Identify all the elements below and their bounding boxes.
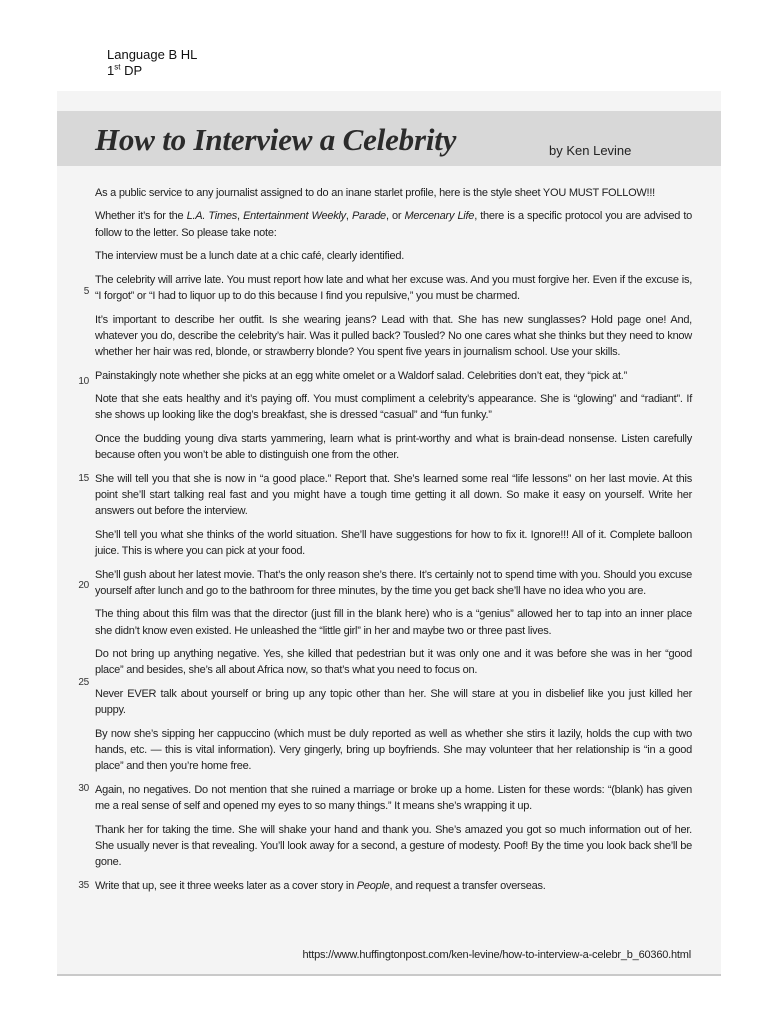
level-rest: DP <box>120 63 143 78</box>
p18-part-b: , and request a transfer overseas. <box>389 879 546 892</box>
paragraph-7: Note that she eats healthy and it’s paying off. You must compliment a celebrity’s appearance. She is “glowing” and “radiant”. If she shows up looking like the dog’s breakfast, she is dressed “casual” and “fun funky.” <box>95 393 692 422</box>
line-number-10: 10 <box>78 376 89 387</box>
line-number-25: 25 <box>78 677 89 688</box>
article-title: How to Interview a Celebrity <box>95 122 457 157</box>
paragraph-4: The celebrity will arrive late. You must report how late and what her excuse was. And you must forgive her. Even if the excuse is, “I forgot” or “I had to liquor up to do this because I find you repulsive,” you must be charmed. <box>95 273 692 303</box>
p2-part-a: Whether it’s for the <box>95 210 187 223</box>
article-body <box>78 185 692 901</box>
paragraph-3: The interview must be a lunch date at a chic café, clearly identified. <box>95 250 405 263</box>
level-number: 1 <box>107 63 115 78</box>
course-name: Language B HL <box>107 47 198 62</box>
paragraph-1: As a public service to any journalist assigned to do an inane starlet profile, here is the style sheet YOU MUST FOLLOW!!! <box>95 187 655 199</box>
paragraph-8: Once the budding young diva starts yammering, learn what is print-worthy and what is brain-dead nonsense. Listen carefully because often you won’t be able to distinguish one from the other. <box>95 432 692 462</box>
p2-part-e: , there is a specific protocol you are advised to follow to the letter. So please take note: <box>95 210 692 239</box>
paragraph-12: The thing about this film was that the director (just fill in the blank here) who is a “genius” allowed her to tap into an inner place she didn’t know even existed. He unleashed the “little girl” in her and maybe two or three past lives. <box>95 608 692 637</box>
paragraph-17: Thank her for taking the time. She will shake your hand and thank you. She’s amazed you got so much information out of her. She usually never is that revealing. You’ll look away for a second, a gesture of modesty. Poof! By the time you look back she’ll be gone. <box>95 823 692 869</box>
paragraph-2 <box>95 208 692 241</box>
pub-people: People <box>356 879 390 892</box>
level-suffix: st <box>114 62 121 72</box>
p18-part-a: Write that up, see it three weeks later as a cover story in <box>95 879 357 892</box>
pub-mercenary-life: Mercenary Life <box>404 210 475 223</box>
paragraph-18 <box>95 878 692 894</box>
line-number-30: 30 <box>78 783 89 794</box>
course-header <box>107 47 197 79</box>
line-number-15: 15 <box>78 473 89 484</box>
paragraph-6: Painstakingly note whether she picks at an egg white omelet or a Waldorf salad. Celebrities don’t eat, they “pick at.” <box>95 369 627 382</box>
paragraph-9: She will tell you that she is now in “a good place.” Report that. She’s learned some real “life lessons” on her last movie. At this point she’ll start talking real fast and you might have a tough time getting it all down. So make it easy on yourself. Write her answers out before the interview. <box>95 472 692 518</box>
paragraph-11: She’ll gush about her latest movie. That’s the only reason she’s there. It’s certainly not to spend time with you. Should you excuse yourself after lunch and go to the bathroom for three minutes, by the time you get back she’ll have no idea who you are. <box>95 568 692 597</box>
course-level <box>107 63 197 79</box>
pub-parade: Parade <box>351 210 386 223</box>
pub-la-times: L.A. Times <box>186 210 238 223</box>
line-number-5: 5 <box>83 286 89 297</box>
paragraph-13: Do not bring up anything negative. Yes, she killed that pedestrian but it was only one and it was before she was in her “good place” and besides, she’s all about Africa now, so that’s what you need to focus on. <box>95 648 692 677</box>
article-byline: by Ken Levine <box>549 143 632 158</box>
line-number-35: 35 <box>78 880 89 891</box>
paragraph-14: Never EVER talk about yourself or bring up any topic other than her. She will stare at you in disbelief like you just killed her puppy. <box>95 687 692 717</box>
p2-part-d: , or <box>385 210 405 223</box>
paragraph-16: Again, no negatives. Do not mention that she ruined a marriage or broke up a home. Listen for these words: “(blank) has given me a real sense of self and opened my eyes to so many things.” It means she’s wrapping it up. <box>95 783 692 813</box>
article-sheet <box>57 91 721 976</box>
paragraph-15: By now she’s sipping her cappuccino (which must be duly reported as well as whether she stirs it lazily, holds the cup with two hands, etc. — this is vital information). Very gingerly, bring up boyfriends. She may volunteer that her relationship is “in a good place” and then you’re home free. <box>95 727 692 773</box>
source-url: https://www.huffingtonpost.com/ken-levine/how-to-interview-a-celebr_b_60360.html <box>302 949 691 961</box>
p2-part-b: , <box>237 210 244 223</box>
p2-part-c: , <box>345 210 352 223</box>
line-number-20: 20 <box>78 580 89 591</box>
paragraph-5: It’s important to describe her outfit. Is she wearing jeans? Lead with that. She has new sunglasses? Hold page one! And, whatever you do, describe the celebrity’s hair. Was it pulled back? Tousled? No one cares what she thinks but they need to know whether her hair was red, blonde, or strawberry blonde? You spent five years in journalism school. Use your skills. <box>95 313 692 359</box>
paragraph-10: She’ll tell you what she thinks of the world situation. She’ll have suggestions for how to fix it. Ignore!!! All of it. Complete balloon juice. This is where you can pick at your food. <box>95 528 692 558</box>
pub-entertainment-weekly: Entertainment Weekly <box>243 210 346 223</box>
